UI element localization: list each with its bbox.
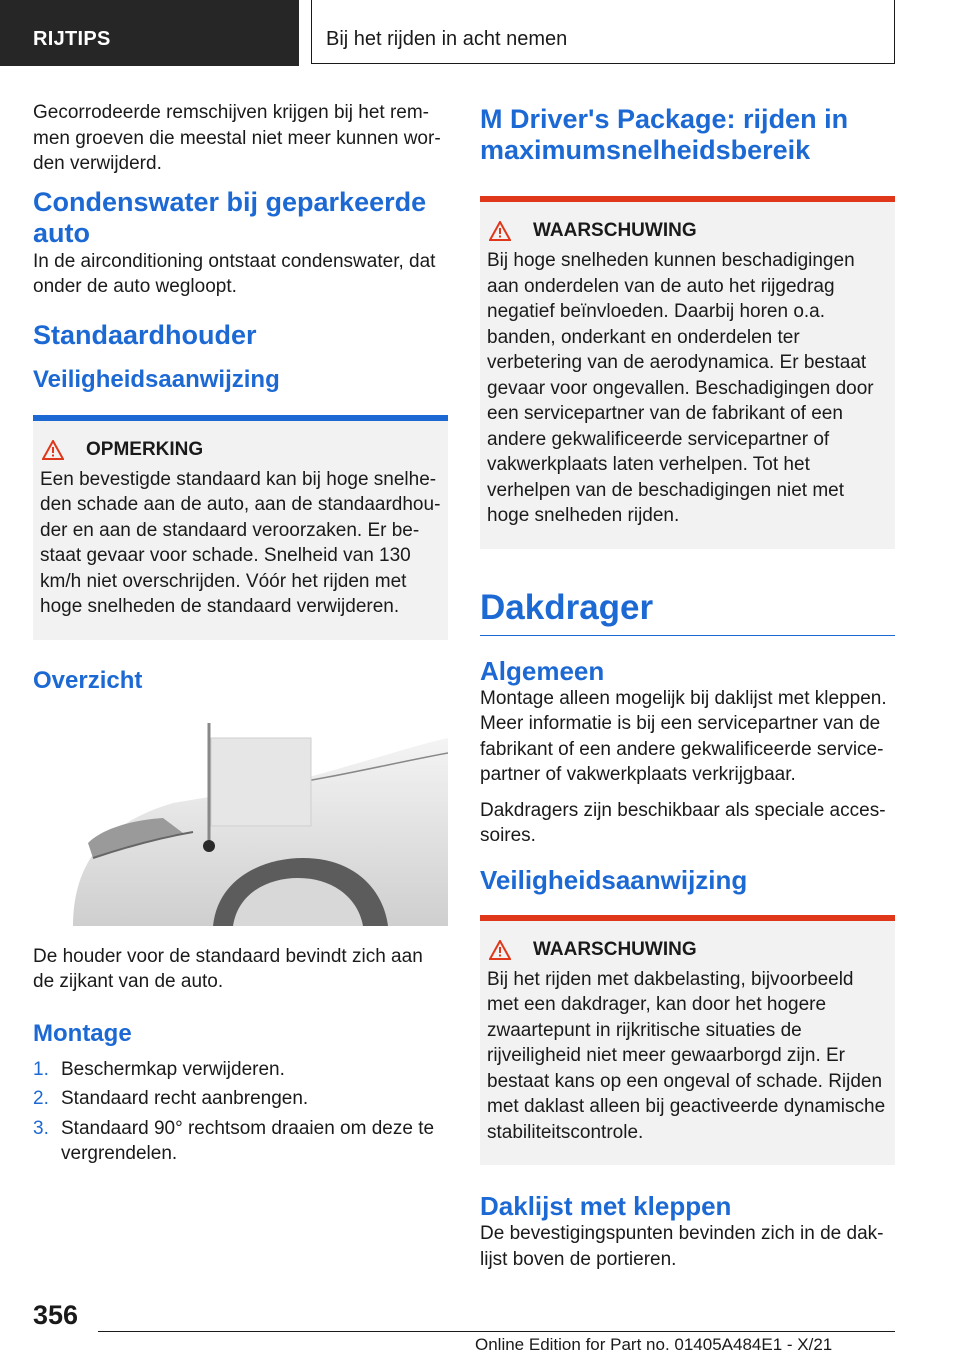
right-column: [480, 100, 895, 1282]
heading-daklijst: Daklijst met kleppen: [480, 1191, 732, 1221]
heading-overzicht: Overzicht: [33, 666, 143, 694]
warning-triangle-icon: [42, 440, 64, 460]
list-item: 2. Standaard recht aanbrengen.: [33, 1088, 309, 1109]
header-section-tab: [0, 0, 299, 66]
warning-text: Bij hoge snelheden kunnen beschadigingen aan onderdelen van de auto het rijgedrag negatief beïnvloeden. Daarbij horen o.a. banden, onderkant en onderdelen ter verbetering van de aerodynamica. Er bestaat gevaar voor ongevallen. Beschadigingen door een servicepartner van de fabrikant of een andere gekwalificeerde servicepartner of vakwerkplaats laten verhelpen. Tot het verhelpen van de beschadigingen niet met hoge snelheden rijden.: [487, 250, 874, 526]
car-fender-image: [33, 708, 448, 926]
intro-paragraph: Gecorrodeerde remschijven krijgen bij het remmen groeven die meestal niet meer kunnen worden verwijderd.: [33, 102, 441, 174]
page-number: 356: [33, 1300, 79, 1330]
warning-title: WAARSCHUWING: [533, 220, 697, 241]
montage-steps: [33, 1057, 448, 1167]
warning-box-2: [480, 915, 895, 1166]
houder-paragraph: De houder voor de standaard bevindt zich aan de zijkant van de auto.: [33, 945, 423, 992]
note-text: Een bevestigde standaard kan bij hoge snelheden schade aan de auto, aan de standaardhouder en aan de standaard veroorzaken. Er bestaat gevaar voor schade. Snelheid van 130 km/h niet overschrijden. Vóór het rijden met hoge snelheden de standaard verwijderen.: [40, 468, 441, 617]
warning-box-1: [480, 196, 895, 549]
algemeen-paragraph-1: Montage alleen mogelijk bij daklijst met kleppen. Meer informatie is bij een servicepartner van de fabrikant of een andere gekwalificeerde servicepartner of vakwerkplaats verkrijgbaar.: [480, 687, 887, 785]
warning-triangle-icon: [489, 940, 511, 960]
warning-title: WAARSCHUWING: [533, 938, 697, 960]
heading-condenswater: Condenswater bij geparkeerde auto: [33, 186, 427, 248]
warning-text: Bij het rijden met dakbelasting, bijvoorbeeld met een dakdrager, kan door het hogere zwaartepunt in rijkritische situaties de rijveiligheid niet meer gewaarborgd zijn. Er bestaat kans op een ongeval of schade. Rijden met daklast alleen bij geactiveerde dynamische stabiliteitscontrole.: [487, 968, 886, 1143]
header-section-label: RIJTIPS: [33, 28, 111, 50]
left-column: [33, 100, 448, 1171]
note-box: [33, 415, 448, 640]
condenswater-paragraph: In de airconditioning ontstaat condenswater, dat onder de auto wegloopt.: [33, 250, 436, 297]
footer-divider: [98, 1331, 895, 1332]
heading-algemeen: Algemeen: [480, 655, 605, 686]
warning-title-row: [487, 220, 888, 242]
note-title-row: [40, 439, 441, 461]
daklijst-paragraph: De bevestigingspunten bevinden zich in de daklijst boven de portieren.: [480, 1223, 884, 1270]
warning-title-row: [487, 939, 888, 961]
heading-montage: Montage: [33, 1019, 132, 1047]
car-holder-illustration: [33, 708, 448, 926]
heading-standaardhouder: Standaardhouder: [33, 319, 257, 350]
heading-dakdrager: Dakdrager: [480, 587, 895, 636]
header-title: Bij het rijden in acht nemen: [326, 28, 568, 50]
note-title: OPMERKING: [86, 438, 204, 460]
algemeen-paragraph-2: Dakdragers zijn beschikbaar als speciale accessoires.: [480, 799, 886, 846]
footer-edition: Online Edition for Part no. 01405A484E1 - X/21: [475, 1335, 833, 1354]
warning-triangle-icon: [489, 221, 511, 241]
heading-veiligheidsaanwijzing: Veiligheidsaanwijzing: [33, 365, 280, 393]
header-title-box: [311, 0, 895, 64]
heading-m-drivers-package: M Driver's Package: rijden in maximumsnelheidsbereik: [480, 104, 849, 165]
heading-veiligheidsaanwijzing-2: Veiligheidsaanwijzing: [480, 864, 748, 895]
list-item: 3. Standaard 90° rechtsom draaien om deze te vergrendelen.: [33, 1117, 435, 1164]
list-item: 1. Beschermkap verwijderen.: [33, 1058, 285, 1080]
